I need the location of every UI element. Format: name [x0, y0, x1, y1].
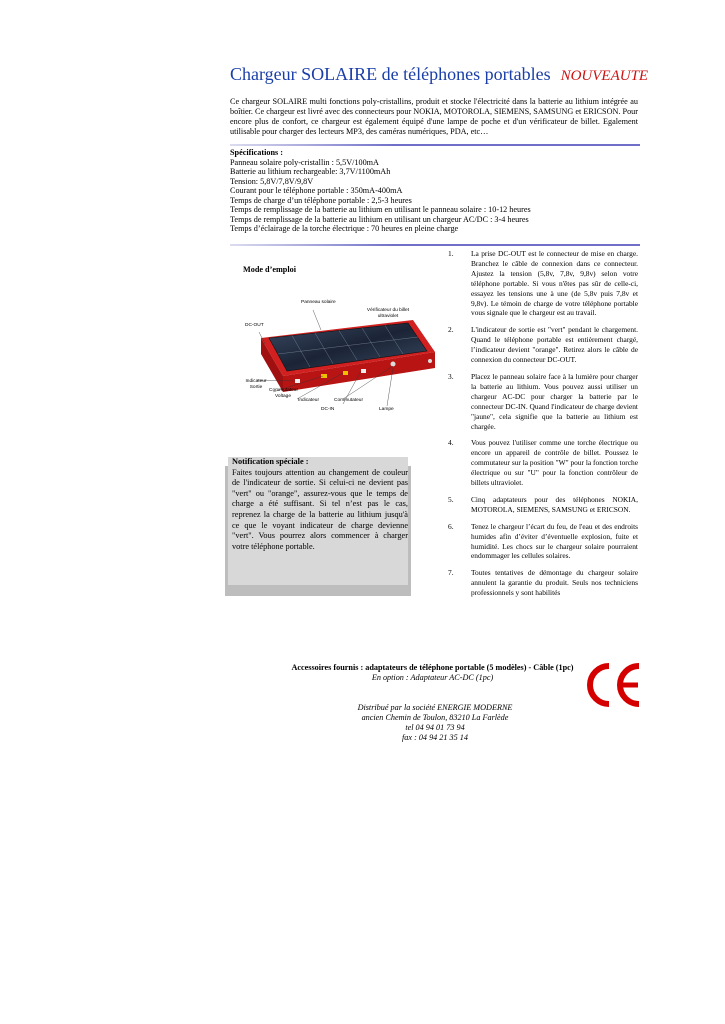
spec-line: Temps de remplissage de la batterie au lithium en utilisant le panneau solaire : 10-12 heures — [230, 205, 531, 214]
label-dc-out: DC-OUT — [245, 323, 264, 328]
spec-line: Panneau solaire poly-cristallin : 5,5V/100mA — [230, 157, 379, 167]
mode-emploi-heading: Mode d’emploi — [243, 265, 296, 274]
label-indicateur: Indicateur — [298, 398, 320, 403]
spec-line: Temps d’éclairage de la torche électrique : 70 heures en pleine charge — [230, 224, 459, 233]
notification-heading: Notification spéciale : — [232, 457, 309, 466]
ce-mark — [583, 660, 645, 710]
notification-body: Faites toujours attention au changement de couleur de l'indicateur de sortie. Si celui-ci ne devient pas "vert" ou "orange", assurez-vous que le temps de charge a été suffisant. Si tel n’est pas le cas, reprenez la charge de la batterie au lithium jusqu'à ce que le voyant indicateur de charge devienne "vert". Vous pourrez alors commencer à charger votre téléphone portable. — [232, 467, 408, 551]
distributor-tel: tel 04 94 01 73 94 — [405, 723, 465, 732]
label-dc-in: DC-IN — [321, 407, 335, 412]
step-text: La prise DC-OUT est le connecteur de mise en charge. Branchez le câble de connexion dans ce connecteur. Ajustez la tension (5,8v, 7,8v, 9,8v) selon votre téléphone portable. Si vous n'êtes pas sûr de celle-ci, essayez les tensions une à une (de 5,8v puis 7,8v et 9,8v). Le témoin de charge de votre téléphone portable vous signale que le chargeur est au travail. — [471, 249, 638, 318]
divider-top — [230, 144, 640, 146]
nouveaute-badge: NOUVEAUTE — [560, 68, 649, 84]
label-commutateur: Commutateur — [334, 398, 364, 403]
ce-mark-icon — [583, 660, 645, 710]
distributor-name: Distribué par la société ENERGIE MODERNE — [357, 703, 513, 712]
distributor-fax: fax : 04 94 21 35 14 — [402, 733, 468, 742]
label-verificateur: Vérificateur du billet ultraviolet — [366, 308, 410, 319]
specifications-heading: Spécifications : — [230, 148, 283, 157]
label-panneau: Panneau solaire — [301, 300, 336, 305]
intro-paragraph: Ce chargeur SOLAIRE multi fonctions poly-cristallins, produit et stocke l'électricité dans la batterie au lithium intégrée au boîtier. Ce chargeur est livré avec des connecteurs pour NOKIA, MOTOROLA, SIEMENS, SAMSUNG et ERICSON. Pour encore plus de confort, ce chargeur est également équipé d'une lampe de poche et d'un vérificateur de billet. Egalement utilisable pour charger des lecteurs MP3, des caméras numériques, PDA, etc… — [230, 97, 638, 136]
specifications-block — [230, 148, 640, 234]
accessories-block — [250, 663, 615, 683]
step-number: 3. — [448, 371, 454, 381]
label-commutateur-voltage: Commutateur Voltage — [269, 388, 299, 399]
instruction-item — [448, 249, 638, 318]
instruction-item — [448, 495, 638, 515]
special-notification-box — [228, 457, 408, 585]
divider-bottom — [230, 244, 640, 246]
accessories-option: En option : Adaptateur AC-DC (1pc) — [371, 672, 494, 682]
instruction-item — [448, 568, 638, 598]
instruction-item — [448, 372, 638, 431]
spec-line: Temps de remplissage de la batterie au lithium en utilisant un chargeur AC/DC : 3-4 heures — [230, 214, 529, 224]
spec-line: Temps de charge d’un téléphone portable : 2,5-3 heures — [230, 195, 412, 205]
step-text: Toutes tentatives de démontage du chargeur solaire annulent la garantie du produit. Seuls nos techniciens professionnels y sont habilités — [471, 568, 638, 598]
step-number: 2. — [448, 325, 454, 335]
distributor-block — [330, 703, 540, 743]
distributor-address: ancien Chemin de Toulon, 83210 La Farlède — [361, 713, 509, 722]
step-number: 5. — [448, 494, 454, 504]
step-text: Cinq adaptateurs pour des téléphones NOKIA, MOTOROLA, SIEMENS, SAMSUNG et ERICSON. — [471, 494, 638, 514]
instruction-item — [448, 522, 638, 562]
spec-line: Batterie au lithium rechargeable: 3,7V/1100mAh — [230, 167, 391, 176]
title-main: Chargeur SOLAIRE de téléphones portables — [230, 64, 551, 84]
spec-line: Courant pour le téléphone portable : 350mA-400mA — [230, 186, 403, 195]
charger-photo — [243, 300, 443, 418]
label-lampe: Lampe — [379, 407, 394, 412]
step-number: 7. — [448, 568, 454, 578]
page-title — [230, 64, 648, 85]
accessories-included: Accessoires fournis : adaptateurs de téléphone portable (5 modèles) - Câble (1pc) — [291, 663, 574, 672]
spec-line: Tension: 5,8V/7,8V/9,8V — [230, 176, 314, 186]
instruction-item — [448, 325, 638, 365]
step-number: 1. — [448, 249, 454, 258]
step-text: Tenez le chargeur l’écart du feu, de l'eau et des endroits humides afin d’éviter d’éventuelle explosion, fuite et humidité. Les chocs sur le chargeur solaire pourraient endommager les cellules solaires. — [471, 521, 638, 561]
step-text: Vous pouvez l'utiliser comme une torche électrique ou encore un appareil de contrôle de billet. Poussez le commutateur sur la position "W" pour la fonction torche électrique ou sur "U" pour la fonction contrôleur de billets ultraviolet. — [471, 438, 638, 488]
instructions-list — [448, 249, 638, 605]
step-text: L'indicateur de sortie est "vert" pendant le chargement. Quand le téléphone portable est entièrement chargé, l’indicateur devient "orange". Retirez alors le câble de connexion du connecteur DC-OUT. — [471, 325, 638, 365]
step-number: 4. — [448, 438, 454, 448]
step-number: 6. — [448, 521, 454, 531]
label-indicateur-sortie: Indicateur Sortie — [245, 379, 267, 390]
instruction-item — [448, 438, 638, 488]
step-text: Placez le panneau solaire face à la lumière pour charger la batterie au lithium. Vous pouvez aussi utiliser un chargeur AC-DC pour charger la batterie par le connecteur DC-IN. Quand l'indicateur de charge devient "jaune", cela signifie que la batterie au lithium est chargée. — [471, 371, 638, 431]
